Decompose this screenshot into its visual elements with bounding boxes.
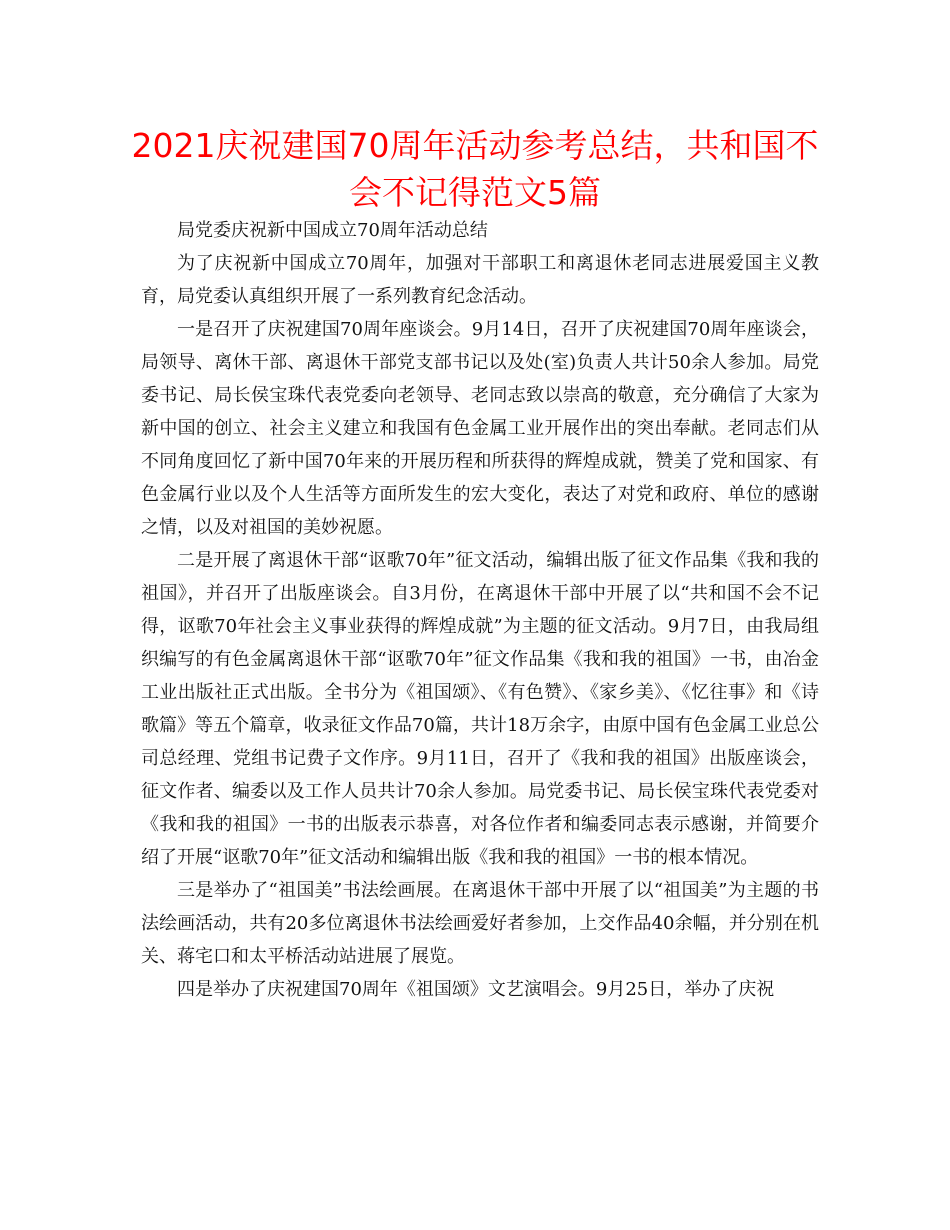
paragraph-calligraphy-exhibition: 三是举办了“祖国美”书法绘画展。在离退休干部中开展了以“祖国美”为主题的书法绘画活动，共有20多位离退休书法绘画爱好者参加，上交作品40余幅，并分别在机关、蒋宅口和太平桥活动站进展了展览。	[141, 880, 819, 967]
paragraph-intro: 为了庆祝新中国成立70周年，加强对干部职工和离退休老同志进展爱国主义教育，局党委认真组织开展了一系列教育纪念活动。	[141, 253, 819, 307]
paragraph-symposium: 一是召开了庆祝建国70周年座谈会。9月14日，召开了庆祝建国70周年座谈会，局领导、离休干部、离退休干部党支部书记以及处(室)负责人共计50余人参加。局党委书记、局长侯宝珠代表党委向老领导、老同志致以崇高的敬意，充分确信了大家为新中国的创立、社会主义建立和我国有色金属工业开展作出的突出奉献。老同志们从不同角度回忆了新中国70年来的开展历程和所获得的辉煌成就，赞美了党和国家、有色金属行业以及个人生活等方面所发生的宏大变化，表达了对党和政府、单位的感谢之情，以及对祖国的美妙祝愿。	[141, 319, 819, 538]
document-title: 2021庆祝建国70周年活动参考总结，共和国不会不记得范文5篇	[131, 126, 819, 212]
paragraph-concert: 四是举办了庆祝建国70周年《祖国颂》文艺演唱会。9月25日，举办了庆祝	[177, 979, 775, 1000]
document-body	[141, 214, 819, 1006]
paragraph-essay-activity: 二是开展了离退休干部“讴歌70年”征文活动，编辑出版了征文作品集《我和我的祖国》，并召开了出版座谈会。自3月份，在离退休干部中开展了以“共和国不会不记得，讴歌70年社会主义事业获得的辉煌成就”为主题的征文活动。9月7日，由我局组织编写的有色金属离退休干部“讴歌70年”征文作品集《我和我的祖国》一书，由冶金工业出版社正式出版。全书分为《祖国颂》、《有色赞》、《家乡美》、《忆往事》和《诗歌篇》等五个篇章，收录征文作品70篇，共计18万余字，由原中国有色金属工业总公司总经理、党组书记费子文作序。9月11日，召开了《我和我的祖国》出版座谈会，征文作者、编委以及工作人员共计70余人参加。局党委书记、局长侯宝珠代表党委对《我和我的祖国》一书的出版表示恭喜，对各位作者和编委同志表示感谢，并简要介绍了开展“讴歌70年”征文活动和编辑出版《我和我的祖国》一书的根本情况。	[141, 550, 819, 868]
paragraph-subtitle: 局党委庆祝新中国成立70周年活动总结	[177, 220, 488, 241]
